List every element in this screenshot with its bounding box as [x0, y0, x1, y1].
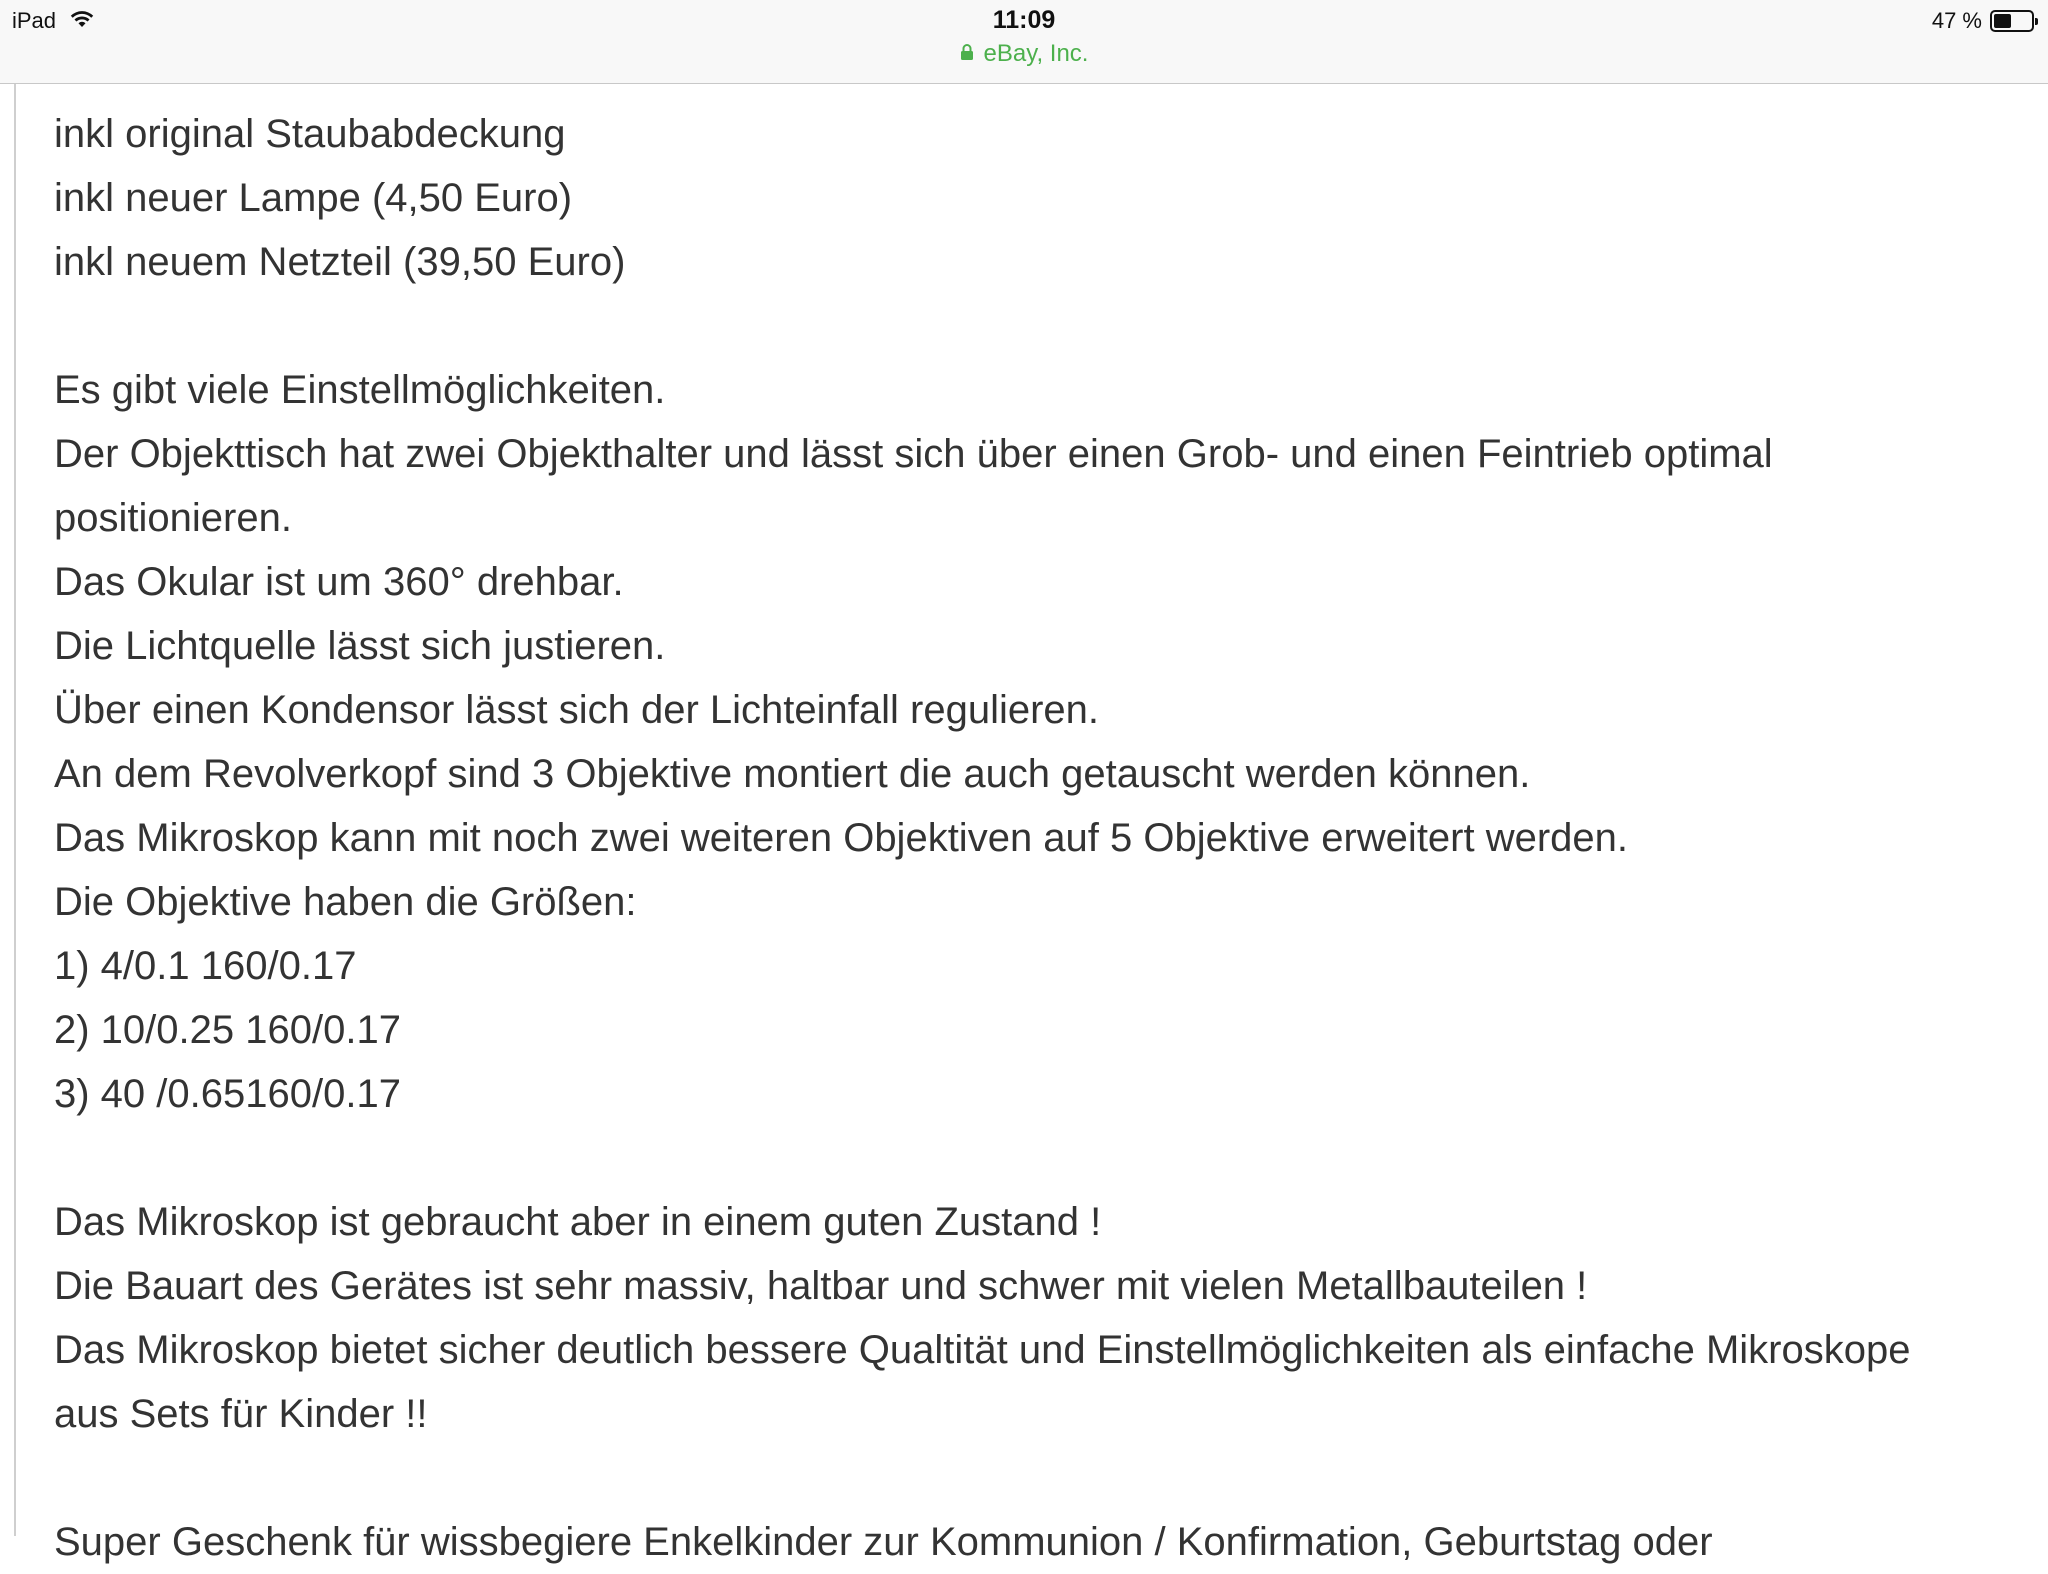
status-right	[1932, 8, 2034, 34]
site-address[interactable]	[0, 40, 2048, 68]
description-line: positionieren.	[54, 496, 292, 540]
battery-percent: 47 %	[1931, 8, 1982, 33]
description-line: Der Objekttisch hat zwei Objekthalter und lässt sich über einen Grob- und einen Feintrieb optimal	[54, 432, 1773, 476]
clock: 11:09	[992, 6, 1056, 34]
page-content[interactable]	[0, 84, 2048, 1564]
battery-level	[1994, 14, 2011, 28]
content-left-border	[14, 84, 16, 1536]
description-line: Das Okular ist um 360° drehbar.	[54, 560, 624, 604]
description-line: inkl neuer Lampe (4,50 Euro)	[54, 176, 573, 220]
paragraph-spacer	[54, 294, 2034, 358]
description-line: Das Mikroskop ist gebraucht aber in einem guten Zustand !	[54, 1200, 1102, 1244]
description-line: 1) 4/0.1 160/0.17	[54, 944, 357, 988]
device-label: iPad	[12, 8, 57, 33]
description-line: Die Bauart des Gerätes ist sehr massiv, haltbar und schwer mit vielen Metallbauteilen !	[54, 1264, 1588, 1308]
battery-icon	[1990, 10, 2034, 32]
description-line: Über einen Kondensor lässt sich der Lichteinfall regulieren.	[54, 688, 1100, 732]
lock-icon	[960, 40, 974, 68]
description-line: Es gibt viele Einstellmöglichkeiten.	[54, 368, 666, 412]
site-name: eBay, Inc.	[983, 40, 1089, 67]
description-line: inkl neuem Netzteil (39,50 Euro)	[54, 240, 626, 284]
description-line: 3) 40 /0.65160/0.17	[54, 1072, 401, 1116]
description-line: Die Objektive haben die Größen:	[54, 880, 637, 924]
item-description	[54, 102, 2034, 1574]
description-line: 2) 10/0.25 160/0.17	[54, 1008, 401, 1052]
paragraph-spacer	[54, 1126, 2034, 1190]
description-line: Das Mikroskop kann mit noch zwei weiteren Objektiven auf 5 Objektive erweitert werden.	[54, 816, 1629, 860]
description-line: Das Mikroskop bietet sicher deutlich bessere Qualtität und Einstellmöglichkeiten als einfache Mikroskope	[54, 1328, 1911, 1372]
paragraph-spacer	[54, 1446, 2034, 1510]
description-line: Die Lichtquelle lässt sich justieren.	[54, 624, 666, 668]
description-line: aus Sets für Kinder !!	[54, 1392, 428, 1436]
description-line: inkl original Staubabdeckung	[54, 112, 566, 156]
status-bar	[0, 0, 2048, 84]
battery-cap	[2035, 18, 2038, 25]
description-line: An dem Revolverkopf sind 3 Objektive montiert die auch getauscht werden können.	[54, 752, 1531, 796]
description-line: Super Geschenk für wissbegiere Enkelkinder zur Kommunion / Konfirmation, Geburtstag oder	[54, 1520, 1713, 1564]
